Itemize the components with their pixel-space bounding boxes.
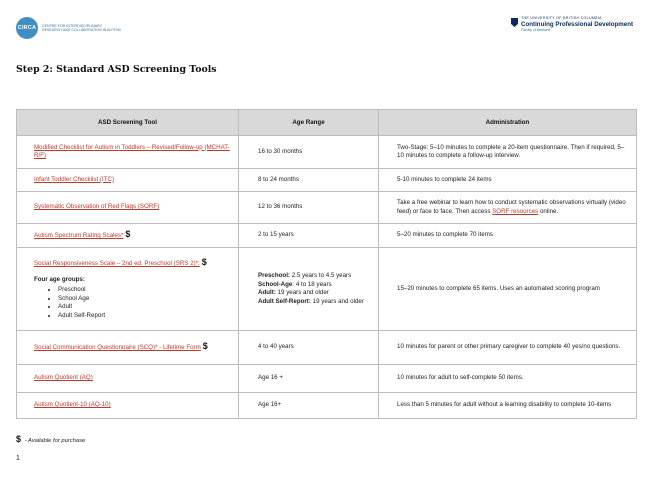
age-cell: 12 to 36 months <box>239 192 379 224</box>
table-row <box>17 169 637 192</box>
table-row <box>17 136 637 169</box>
list-item: • Adult <box>58 303 230 312</box>
age-value: 2.5 years to 4.5 years <box>289 272 352 279</box>
circa-logo <box>16 17 122 39</box>
age-label: Adult Self-Report: <box>258 297 311 305</box>
tool-link-sorf[interactable]: Systematic Observation of Red Flags (SORF) <box>34 203 160 211</box>
age-groups-list <box>34 286 230 320</box>
circa-logo-text: CENTRE FOR INTERDISCIPLINARY RESEARCH AND COLLABORATION IN AUTISM <box>42 23 121 32</box>
purchase-symbol: $ <box>202 341 208 352</box>
age-cell: 8 to 24 months <box>239 169 379 192</box>
age-value: 19 years and older <box>275 289 329 296</box>
list-item: • Adult Self-Report <box>58 312 230 321</box>
ubc-faculty: Faculty of Medicine <box>521 27 551 32</box>
purchase-symbol: $ <box>201 257 207 267</box>
age-cell: 16 to 30 months <box>239 136 379 169</box>
list-item: • Preschool <box>58 286 230 295</box>
admin-cell: 10 minutes for parent or other primary caregiver to complete 40 yes/no questions. <box>379 331 637 365</box>
tool-link-asrs[interactable]: Autism Spectrum Rating Scales* <box>34 232 124 240</box>
circa-badge: CIRCA <box>16 17 38 39</box>
tool-link-srs2[interactable]: Social Responsiveness Scale – 2nd ed. Preschool (SRS 2)*: <box>34 260 200 267</box>
table-row <box>17 224 637 248</box>
tool-link-mchat[interactable]: Modified Checklist for Autism in Toddlers – Revised/Follow-up (MCHAT-R/F) <box>34 143 230 159</box>
table-row <box>17 365 637 393</box>
column-header-age: Age Range <box>239 110 379 136</box>
table-row <box>17 248 637 331</box>
age-cell: Age 16+ <box>239 393 379 419</box>
age-label: School-Age <box>258 280 293 288</box>
column-header-admin: Administration <box>379 110 637 136</box>
tool-link-aq10[interactable]: Autism Quotient-10 (AQ-10) <box>34 401 111 409</box>
table-row <box>17 192 637 224</box>
age-groups-label: Four age groups: <box>34 275 85 283</box>
ubc-university-name: THE UNIVERSITY OF BRITISH COLUMBIA <box>521 16 602 20</box>
page-number: 1 <box>16 455 20 462</box>
admin-text: Take a free webinar to learn how to conduct systematic observations virtually (video feed) or face to face. Then access <box>397 199 626 215</box>
purchase-symbol: $ <box>125 229 131 240</box>
age-value: 19 years and older <box>310 297 364 305</box>
table-row <box>17 331 637 365</box>
admin-cell: 15–20 minutes to complete 65 items. Uses an automated scoring program <box>379 248 637 331</box>
tool-cell <box>17 136 239 169</box>
footnote-text: - Available for purchase <box>23 438 86 444</box>
sorf-resources-link[interactable]: SORF resources <box>492 207 539 215</box>
column-header-tool: ASD Screening Tool <box>17 110 239 136</box>
list-item: • School Age <box>58 295 230 304</box>
admin-cell: 10 minutes for adult to self-complete 50 items. <box>379 365 637 393</box>
purchase-footnote <box>16 434 85 444</box>
ubc-department: Continuing Professional Development <box>521 20 634 28</box>
purchase-symbol: $ <box>16 434 22 444</box>
admin-cell <box>379 192 637 224</box>
admin-cell: Less than 5 minutes for adult without a learning disability to complete 10-items <box>379 393 637 419</box>
tool-link-aq[interactable]: Autism Quotient (AQ) <box>34 374 93 382</box>
age-value: : 4 to 18 years <box>292 280 332 288</box>
tool-cell <box>17 365 239 393</box>
admin-cell: Two-Stage: 5–10 minutes to complete a 20-item questionnaire. Then if required, 5–10 minutes to complete a follow-up interview. <box>379 136 637 169</box>
tool-link-scq[interactable]: Social Communication Questionnaire (SCQ)* - Lifetime Form <box>34 344 201 352</box>
tool-link-itc[interactable]: Infant Toddler Checklist (ITC) <box>34 175 115 183</box>
tool-cell <box>17 393 239 419</box>
admin-cell: 5-10 minutes to complete 24 items <box>379 169 637 192</box>
age-cell: 4 to 40 years <box>239 331 379 365</box>
tool-cell <box>17 169 239 192</box>
admin-text: online. <box>538 207 559 215</box>
ubc-logo <box>511 17 633 32</box>
tool-cell <box>17 331 239 365</box>
tool-cell <box>17 248 239 331</box>
table-header-row <box>17 110 637 136</box>
tool-cell <box>17 192 239 224</box>
age-label: Adult: <box>258 289 276 296</box>
admin-cell: 5–20 minutes to complete 70 items <box>379 224 637 248</box>
age-label: Preschool: <box>258 272 290 279</box>
screening-tools-table <box>16 109 637 419</box>
tool-cell <box>17 224 239 248</box>
page-title: Step 2: Standard ASD Screening Tools <box>16 64 217 75</box>
age-cell: 2 to 15 years <box>239 224 379 248</box>
age-cell: Age 16 + <box>239 365 379 393</box>
ubc-crest-icon <box>511 18 518 27</box>
age-cell <box>239 248 379 331</box>
table-row <box>17 393 637 419</box>
